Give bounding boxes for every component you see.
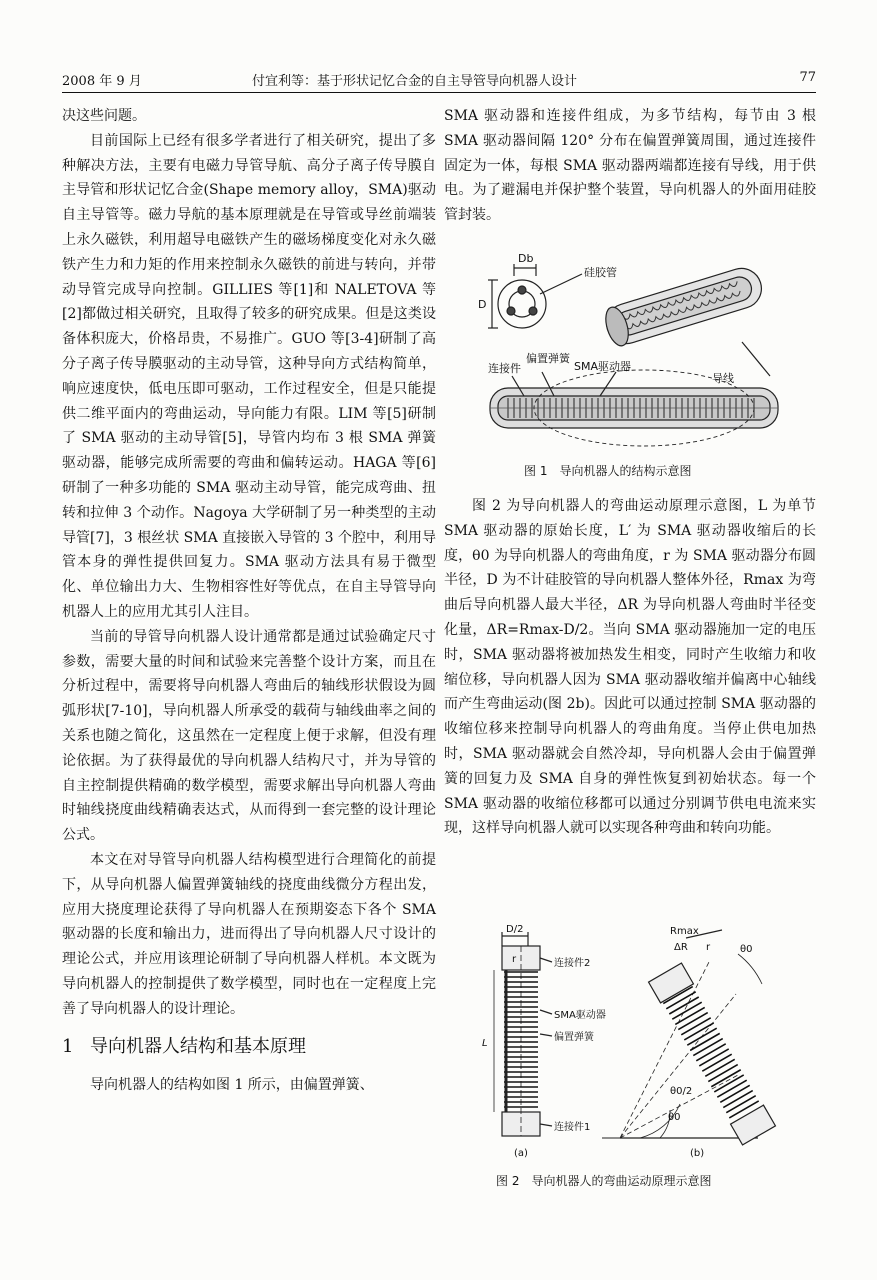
running-header <box>62 68 816 90</box>
label-connector-1: 连接件1 <box>554 1122 591 1133</box>
figure-1-caption: 图 1 导向机器人的结构示意图 <box>524 464 692 478</box>
header-title: 付宜利等：基于形状记忆合金的自主导管导向机器人设计 <box>252 74 578 89</box>
figure-2-caption: 图 2 导向机器人的弯曲运动原理示意图 <box>496 1174 712 1188</box>
section-heading <box>62 1033 436 1061</box>
label-sma-actuator: SMA驱动器 <box>554 1010 606 1021</box>
paragraph: 当前的导管导向机器人设计通常都是通过试验确定尺寸参数，需要大量的时间和试验来完善整个设计方案，而且在分析过程中，需要将导向机器人弯曲后的轴线形状假设为圆弧形状[7-10]，导向机器人所承受的载荷与轴线曲率之间的关系也随之简化，这虽然在一定程度上便于求解，但没有理论依据。为了获得最优的导向机器人结构尺寸，并为导管的自主控制提供精确的数学模型，需要求解出导向机器人弯曲时轴线挠度曲线精确表达式，从而得到一套完整的设计理论公式。 <box>62 628 436 844</box>
right-column <box>444 104 816 228</box>
page-number: 77 <box>799 70 816 85</box>
label-theta0-bottom: θ0 <box>668 1112 681 1123</box>
section-title: 导向机器人结构和基本原理 <box>90 1036 306 1058</box>
paragraph: SMA 驱动器和连接件组成，为多节结构，每节由 3 根 SMA 驱动器间隔 120° 分布在偏置弹簧周围，通过连接件固定为一体，每根 SMA 驱动器两端都连接有导线，用于供电。为了避漏电并保护整个装置，导向机器人的外面用硅胶管封装。 <box>444 108 816 224</box>
label-sub-a: (a) <box>514 1148 528 1159</box>
figure-1-diagram <box>474 246 794 452</box>
header-date: 2008 年 9 月 <box>62 74 142 89</box>
label-theta-half: θ0/2 <box>670 1086 693 1097</box>
paragraph: 图 2 为导向机器人的弯曲运动原理示意图，L 为单节 SMA 驱动器的原始长度，L′ 为 SMA 驱动器收缩后的长度，θ0 为导向机器人的弯曲角度，r 为 SMA 驱动器分布圆半径，D 为不计硅胶管的导向机器人整体外径，Rmax 为弯曲后导向机器人最大半径，ΔR 为导向机器人弯曲时半径变化量，ΔR=Rmax-D/2。当向 SMA 驱动器施加一定的电压时，SMA 驱动器将被加热发生相变，同时产生收缩力和收缩位移，导向机器人因为 SMA 驱动器收缩并偏离中心轴线而产生弯曲运动(图 2b)。因此可以通过控制 SMA 驱动器的收缩位移来控制导向机器人的弯曲角度。当停止供电加热时，SMA 驱动器就会自然冷却，导向机器人会由于偏置弹簧的回复力及 SMA 自身的弹性恢复到初始状态。每一个 SMA 驱动器的收缩位移都可以通过分别调节供电电流来实现，这样导向机器人就可以实现各种弯曲和转向功能。 <box>444 498 816 837</box>
label-theta0-top: θ0 <box>740 944 753 955</box>
label-sub-b: (b) <box>690 1148 705 1159</box>
label-connector: 连接件 <box>488 362 521 375</box>
figure-2-diagram <box>482 924 780 1160</box>
left-column <box>62 104 436 1098</box>
label-delta-r: ΔR <box>674 942 688 953</box>
label-d-half: D/2 <box>506 924 524 935</box>
paragraph: 本文在对导管导向机器人结构模型进行合理简化的前提下，从导向机器人偏置弹簧轴线的挠度曲线微分方程出发，应用大挠度理论获得了导向机器人在预期姿态下各个 SMA 驱动器的长度和输出力，进而得出了导向机器人尺寸设计的理论公式，并应用该理论研制了导向机器人样机。本文既为导向机器人的控制提供了数学模型，同时也在一定程度上完善了导向机器人的设计理论。 <box>62 851 436 1017</box>
paragraph: 目前国际上已经有很多学者进行了相关研究，提出了多种解决方法，主要有电磁力导管导航、高分子离子传导膜自主导管和形状记忆合金(Shape memory alloy，SMA)驱动自主导管等。磁力导航的基本原理就是在导管或导丝前端装上永久磁铁，利用超导电磁铁产生的磁场梯度变化对永久磁铁产生力和力矩的作用来控制永久磁铁的前进与转向，并带动导管完成导向控制。GILLIES 等[1]和 NALETOVA 等[2]都做过相关研究，且取得了较多的研究成果。但是这类设备体积庞大，价格昂贵，不易推广。GUO 等[3-4]研制了高分子离子传导膜驱动的主动导管，这种导向方式结构简单，响应速度快，低电压即可驱动，工作过程安全，但是只能提供二维平面内的弯曲运动，导向能力有限。LIM 等[5]研制了 SMA 驱动的主动导管[5]，导管内均布 3 根 SMA 弹簧驱动器，能够完成所需要的弯曲和偏转运动。HAGA 等[6]研制了一种多功能的 SMA 驱动主动导管，能完成弯曲、扭转和拉伸 3 个动作。Nagoya 大学研制了另一种类型的主动导管[7]，3 根丝状 SMA 直接嵌入导管的 3 个腔中，利用导管本身的弹性提供回复力。SMA 驱动方法具有易于微型化、单位输出力大、生物相容性好等优点，在自主导管导向机器人上的应用尤其引人注目。 <box>62 132 436 620</box>
section-number: 1 <box>62 1036 74 1058</box>
label-bias-spring: 偏置弹簧 <box>526 352 570 365</box>
label-r-b: r <box>706 942 711 953</box>
label-db: Db <box>518 252 534 265</box>
label-connector-2: 连接件2 <box>554 958 591 969</box>
header-rule <box>62 92 816 93</box>
label-sma-actuator: SMA驱动器 <box>574 360 631 373</box>
label-r-a: r <box>512 954 517 965</box>
label-length-l: L <box>482 1038 488 1049</box>
paragraph: 导向机器人的结构如图 1 所示，由偏置弹簧、 <box>90 1077 374 1094</box>
label-rmax: Rmax <box>670 926 699 937</box>
label-bias-spring: 偏置弹簧 <box>554 1032 594 1043</box>
label-silicone-tube: 硅胶管 <box>584 266 617 279</box>
label-wire: 导线 <box>712 372 734 385</box>
label-d: D <box>478 298 487 311</box>
right-column-lower <box>444 494 816 841</box>
paragraph: 决这些问题。 <box>62 108 146 124</box>
